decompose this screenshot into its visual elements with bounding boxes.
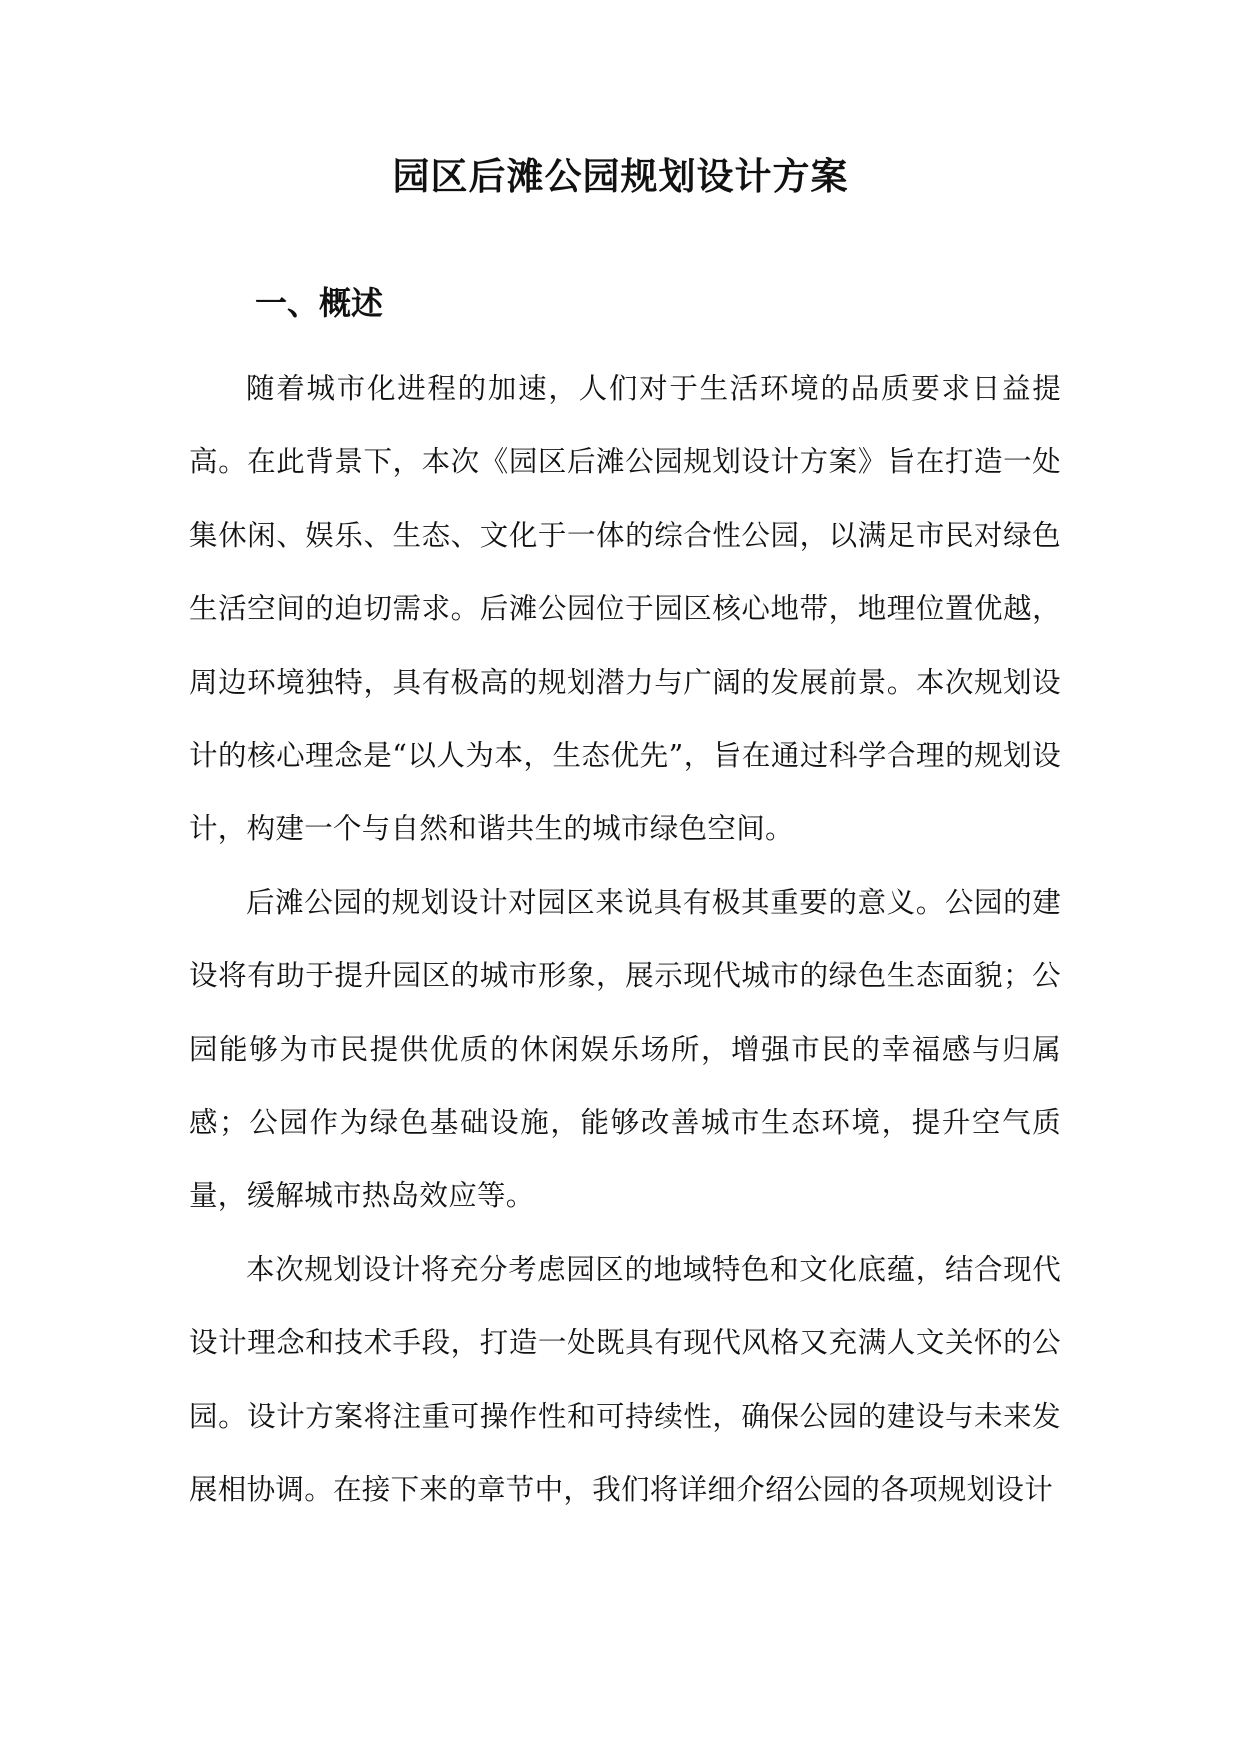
paragraph-2: 后滩公园的规划设计对园区来说具有极其重要的意义。公园的建设将有助于提升园区的城市形象，展示现代城市的绿色生态面貌；公园能够为市民提供优质的休闲娱乐场所，增强市民的幸福感与归属感；公园作为绿色基础设施，能够改善城市生态环境，提升空气质量，缓解城市热岛效应等。 (189, 885, 1061, 1213)
paragraph-3: 本次规划设计将充分考虑园区的地域特色和文化底蕴，结合现代设计理念和技术手段，打造一处既具有现代风格又充满人文关怀的公园。设计方案将注重可操作性和可持续性，确保公园的建设与未来发展相协调。在接下来的章节中，我们将详细介绍公园的各项规划设计 (189, 1252, 1061, 1507)
paragraph-1: 随着城市化进程的加速，人们对于生活环境的品质要求日益提高。在此背景下，本次《园区后滩公园规划设计方案》旨在打造一处集休闲、娱乐、生态、文化于一体的综合性公园，以满足市民对绿色生活空间的迫切需求。后滩公园位于园区核心地带，地理位置优越，周边环境独特，具有极高的规划潜力与广阔的发展前景。本次规划设计的核心理念是“以人为本，生态优先”，旨在通过科学合理的规划设计，构建一个与自然和谐共生的城市绿色空间。 (189, 372, 1061, 846)
section-heading-overview: 一、概述 (255, 284, 384, 322)
document-title: 园区后滩公园规划设计方案 (392, 154, 849, 198)
document-body (189, 352, 1061, 1527)
